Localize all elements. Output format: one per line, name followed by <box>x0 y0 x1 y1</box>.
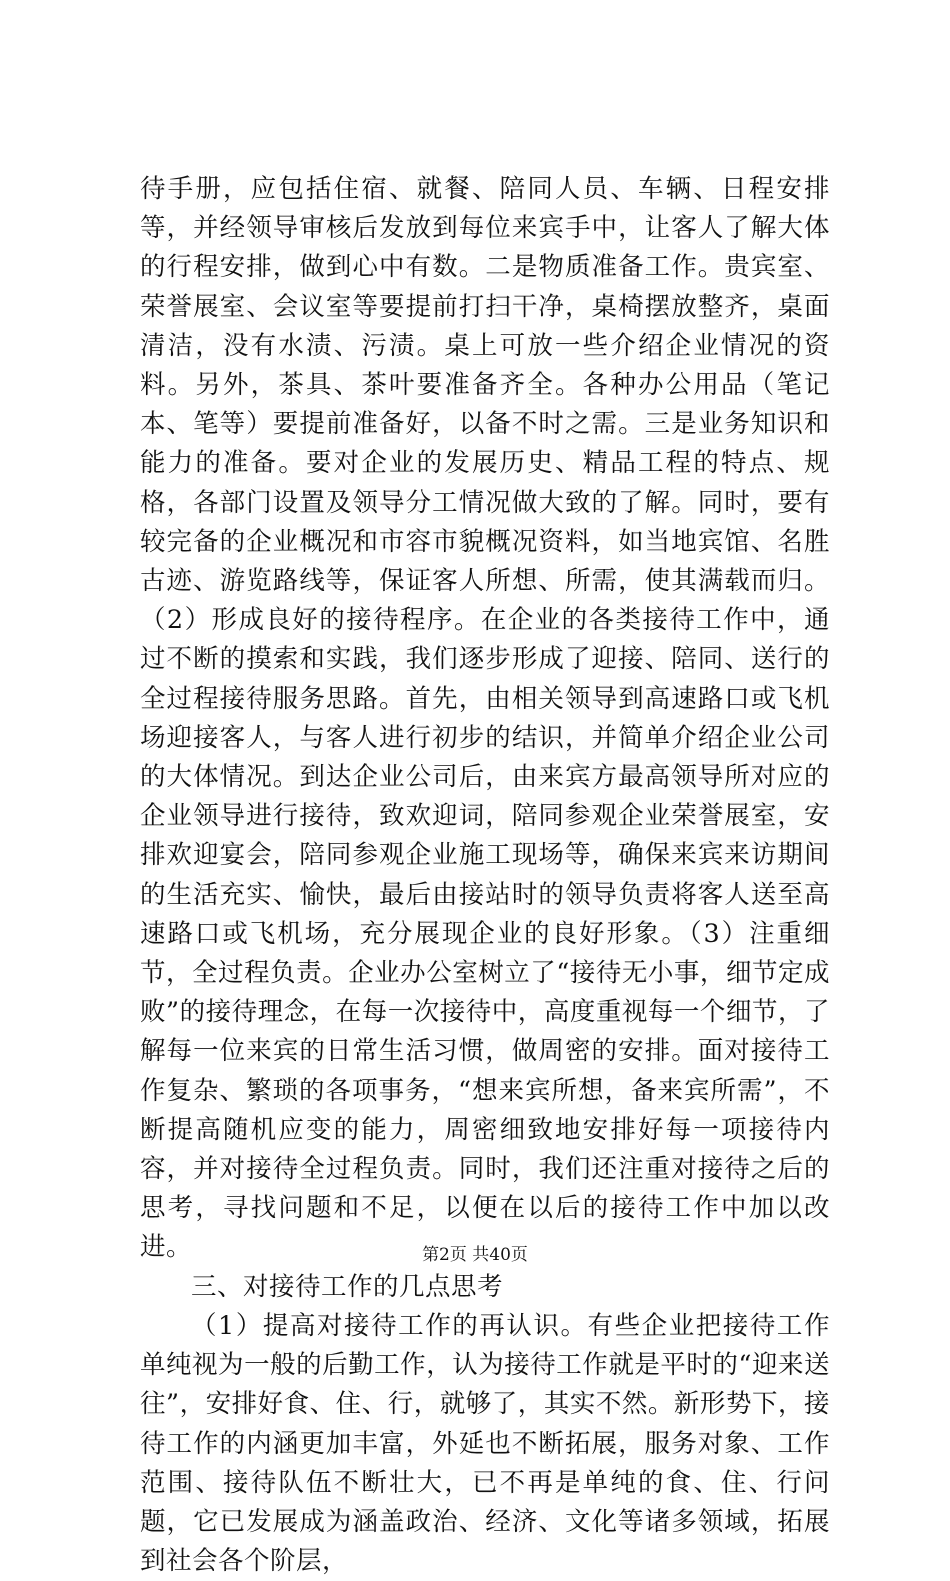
body-paragraph-continued: 待手册，应包括住宿、就餐、陪同人员、车辆、日程安排等，并经领导审核后发放到每位来宾手中，让客人了解大体的行程安排，做到心中有数。二是物质准备工作。贵宾室、荣誉展室、会议室等要提前打扫干净，桌椅摆放整齐，桌面清洁，没有水渍、污渍。桌上可放一些介绍企业情况的资料。另外，茶具、茶叶要准备齐全。各种办公用品（笔记本、笔等）要提前准备好，以备不时之需。三是业务知识和能力的准备。要对企业的发展历史、精品工程的特点、规格，各部门设置及领导分工情况做大致的了解。同时，要有较完备的企业概况和市容市貌概况资料，如当地宾馆、名胜古迹、游览路线等，保证客人所想、所需，使其满载而归。（2）形成良好的接待程序。在企业的各类接待工作中，通过不断的摸索和实践，我们逐步形成了迎接、陪同、送行的全过程接待服务思路。首先，由相关领导到高速路口或飞机场迎接客人，与客人进行初步的结识，并简单介绍企业公司的大体情况。到达企业公司后，由来宾方最高领导所对应的企业领导进行接待，致欢迎词，陪同参观企业荣誉展室，安排欢迎宴会，陪同参观企业施工现场等，确保来宾来访期间的生活充实、愉快，最后由接站时的领导负责将客人送至高速路口或飞机场，充分展现企业的良好形象。（3）注重细节，全过程负责。企业办公室树立了“接待无小事，细节定成败”的接待理念，在每一次接待中，高度重视每一个细节，了解每一位来宾的日常生活习惯，做周密的安排。面对接待工作复杂、繁琐的各项事务，“想来宾所想，备来宾所需”，不断提高随机应变的能力，周密细致地安排好每一项接待内容，并对接待全过程负责。同时，我们还注重对接待之后的思考，寻找问题和不足，以便在以后的接待工作中加以改进。 <box>140 174 830 1263</box>
page-footer: 第2页 共40页 <box>422 1245 528 1265</box>
body-paragraph: （1）提高对接待工作的再认识。有些企业把接待工作单纯视为一般的后勤工作，认为接待工作就是平时的“迎来送往”，安排好食、住、行，就够了，其实不然。新形势下，接待工作的内涵更加丰富，外延也不断拓展，服务对象、工作范围、接待队伍不断壮大，已不再是单纯的食、住、行问题，它已发展成为涵盖政治、经济、文化等诸多领域，拓展到社会各个阶层， <box>140 1310 830 1577</box>
document-body <box>140 170 830 1581</box>
section-heading: 三、对接待工作的几点思考 <box>191 1271 504 1302</box>
